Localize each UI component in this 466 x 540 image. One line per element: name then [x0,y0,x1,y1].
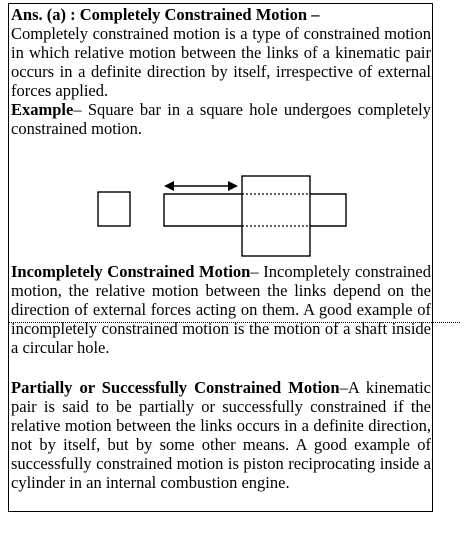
incompletely-constrained-heading: Incompletely Constrained Motion [11,262,251,281]
example-text: – Square bar in a square hole undergoes completely constrained motion. [11,100,431,138]
square-bar-in-hole-diagram [92,176,352,256]
partially-constrained-text: –A kinematic pair is said to be partially or successfully constrained if the relative motion between the links occurs in a definite direction, not by itself, but by some other means. A good example of successfully constrained motion is piston reciprocating inside a cylinder in an internal combustion engine. [11,378,431,492]
incompletely-constrained-text: – Incompletely constrained motion, the relative motion between the links depend on the direction of external forces acting on them. A good example of incompletely constrained motion is the motion of a shaft inside a circular hole. [11,262,431,357]
square-bar-cross-section [98,192,130,226]
square-bar [164,194,346,226]
dotted-page-separator [8,322,460,323]
completely-constrained-heading: Ans. (a) : Completely Constrained Motion – [11,5,320,24]
double-arrow-icon [164,181,238,191]
partially-constrained-block [11,378,431,492]
incompletely-constrained-block [11,262,431,357]
completely-constrained-definition: Completely constrained motion is a type of constrained motion in which relative motion between the links of a kinematic pair occurs in a definite direction by itself, irrespective of external forces applied. [11,24,431,100]
completely-constrained-block [11,5,431,138]
partially-constrained-heading: Partially or Successfully Constrained Motion [11,378,340,397]
example-label: Example [11,100,74,119]
square-hole-block [242,176,310,256]
